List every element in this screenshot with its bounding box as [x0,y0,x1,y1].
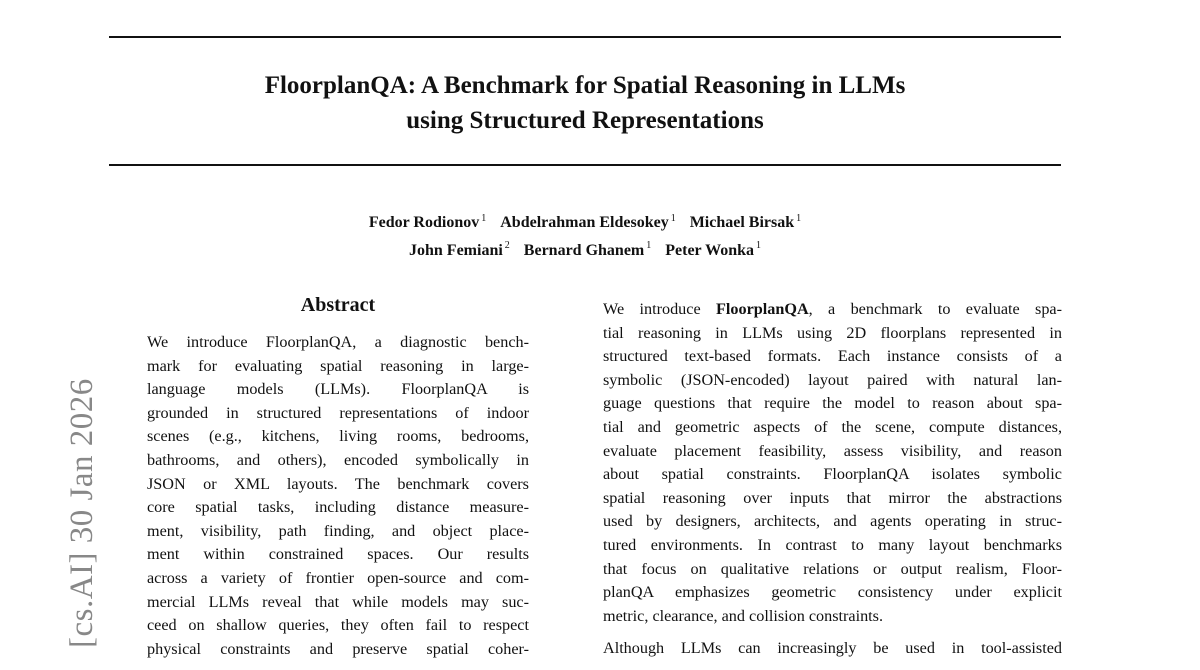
title-rule-top [109,36,1061,38]
title-rule-bottom [109,164,1061,166]
abstract-line: scenes (e.g., kitchens, living rooms, bedrooms, [147,427,529,446]
author-name: Peter Wonka [665,241,754,259]
author [409,242,510,259]
intro-line [603,298,1062,322]
intro-line: planQA emphasizes geometric consistency under explicit [603,583,1062,602]
intro-line: symbolic (JSON-encoded) layout paired with natural lan- [603,370,1062,389]
abstract-line: bathrooms, and others), encoded symbolically in [147,450,529,469]
author-affiliation: 1 [796,213,802,224]
title-line-1: FloorplanQA: A Benchmark for Spatial Reasoning in LLMs [264,72,906,99]
author-name: Bernard Ghanem [523,241,645,259]
author-affiliation: 1 [756,240,761,252]
author [369,214,486,231]
intro-line: evaluate placement feasibility, assess visibility, and reason [603,441,1062,460]
intro-line: tial and geometric aspects of the scene, compute distances, [603,417,1062,436]
intro-first-line-rest: , a benchmark to evaluate spa- [808,300,1063,318]
author-name: John Femiani [409,241,503,259]
author [665,242,761,259]
author-row-2 [109,234,1061,261]
author-affiliation: 1 [481,213,487,224]
abstract-line: JSON or XML layouts. The benchmark covers [147,474,529,493]
abstract-line: language models (LLMs). FloorplanQA is [147,380,529,399]
abstract-heading: Abstract [300,294,376,316]
author-name: Abdelrahman Eldesokey [500,214,669,232]
abstract-line: physical constraints and preserve spatial coher- [147,639,529,658]
abstract-line: ment within constrained spaces. Our results [147,545,529,564]
intro-line: Although LLMs can increasingly be used in tool-assisted [603,639,1062,658]
author-name: Fedor Rodionov [368,214,480,232]
author-affiliation: 1 [670,213,676,224]
intro-paragraph-1 [603,298,1062,628]
author-row-1 [109,207,1061,234]
intro-line: guage questions that require the model to reason about spa- [603,394,1062,413]
intro-prefix: We introduce [603,300,716,318]
intro-line: metric, clearance, and collision constraints. [603,606,884,625]
intro-line: about spatial constraints. FloorplanQA isolates symbolic [603,465,1062,484]
introduction-body [603,298,1062,670]
author [524,242,651,259]
intro-line: tured environments. In contrast to many layout benchmarks [603,535,1062,554]
author-affiliation: 2 [504,240,510,252]
abstract-line: core spatial tasks, including distance measure- [147,498,529,517]
author-name: Michael Birsak [689,214,795,232]
author-affiliation: 1 [646,240,652,252]
abstract-line: mercial LLMs reveal that while models may suc- [147,592,529,611]
abstract-body [147,331,529,661]
intro-line: tial reasoning in LLMs using 2D floorplans represented in [603,323,1062,342]
title-line-2: using Structured Representations [406,107,764,134]
abstract-line: mark for evaluating spatial reasoning in large- [147,356,529,375]
paper-title [109,68,1061,138]
intro-paragraph-2 [603,637,1062,661]
arxiv-stamp: [cs.AI] 30 Jan 2026 [64,378,100,648]
author [690,214,801,231]
abstract-line: ceed on shallow queries, they often fail to respect [147,616,529,635]
benchmark-name: FloorplanQA [716,300,809,318]
intro-line: that focus on qualitative relations or output realism, Floor- [603,559,1062,578]
abstract-line: grounded in structured representations of indoor [147,403,529,422]
intro-line: used by designers, architects, and agents operating in struc- [603,512,1062,531]
abstract-line: across a variety of frontier open-source and com- [147,568,529,587]
abstract-line: ment, visibility, path finding, and object place- [147,521,529,540]
intro-line: structured text-based formats. Each instance consists of a [603,347,1062,366]
intro-line: spatial reasoning over inputs that mirror the abstractions [603,488,1062,507]
author-list [109,207,1061,262]
abstract-line: We introduce FloorplanQA, a diagnostic bench- [147,333,529,351]
author [500,214,675,231]
